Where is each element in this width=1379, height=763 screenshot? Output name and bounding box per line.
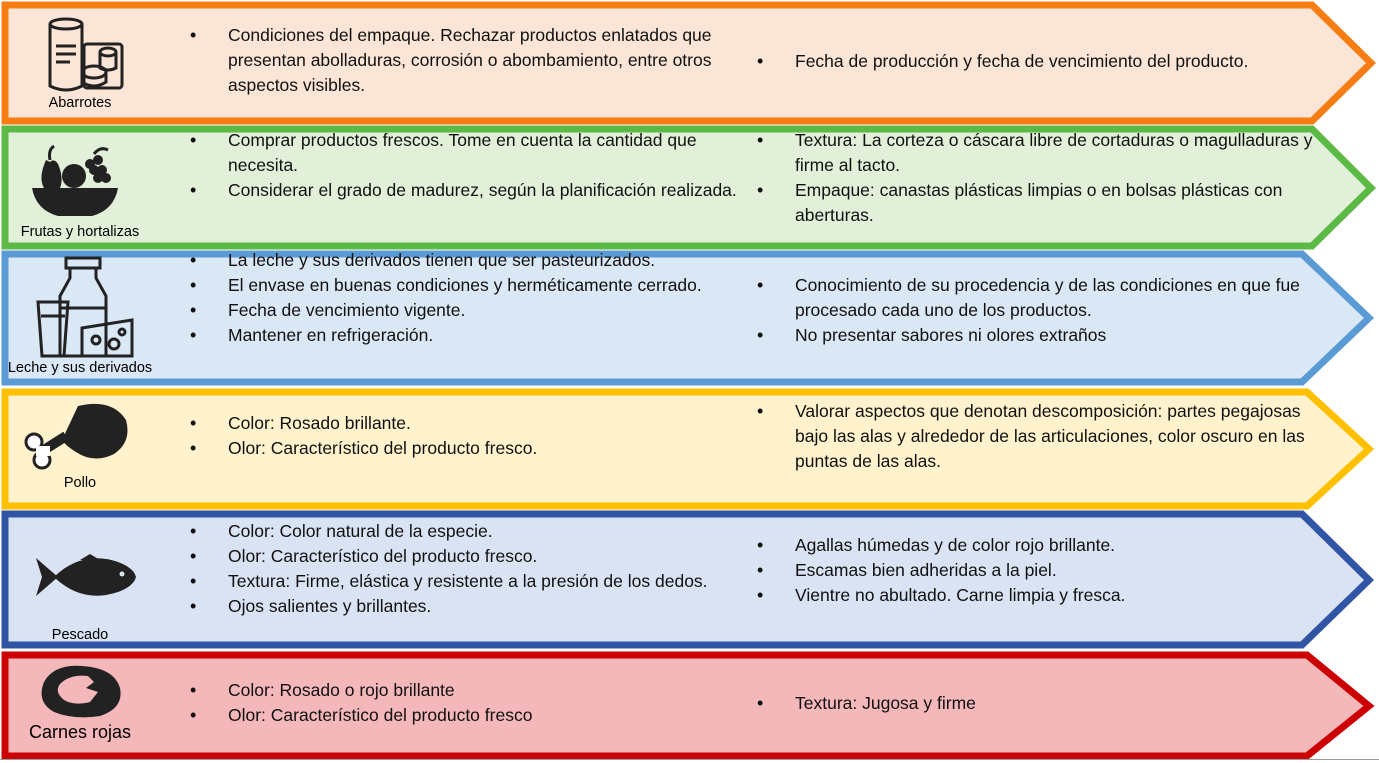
list-item: • Olor: Característico del producto fresco. — [188, 436, 728, 461]
list-item: • Fecha de vencimiento vigente. — [188, 298, 728, 323]
list-item: • Olor: Característico del producto fresco. — [188, 544, 728, 569]
steak-icon — [34, 662, 124, 720]
list-item: • Olor: Característico del producto fresco — [188, 703, 728, 728]
left-list — [188, 519, 728, 619]
list-item: • No presentar sabores ni olores extraños — [755, 323, 1315, 348]
list-item: • Condiciones del empaque. Rechazar productos enlatados que presentan abolladuras, corrosión o abombamiento, entre otros aspectos visibles. — [188, 23, 728, 98]
list-item: • Considerar el grado de madurez, según la planificación realizada. — [188, 178, 748, 203]
list-item: • La leche y sus derivados tienen que ser pasteurizados. — [188, 248, 728, 273]
milk-bottle-icon — [34, 256, 138, 360]
chicken-leg-icon — [22, 402, 130, 472]
fish-icon — [34, 554, 138, 600]
list-item: • Valorar aspectos que denotan descomposición: partes pegajosas bajo las alas y alrededor de las articulaciones, color oscuro en las puntas de las alas. — [755, 399, 1320, 474]
list-item: • Agallas húmedas y de color rojo brillante. — [755, 533, 1315, 558]
right-list — [755, 399, 1320, 474]
category-label: Carnes rojas — [28, 722, 132, 742]
list-item: • Comprar productos frescos. Tome en cuenta la cantidad que necesita. — [188, 128, 748, 178]
list-item: • Textura: Jugosa y firme — [755, 691, 1315, 716]
right-list — [755, 49, 1315, 74]
list-item: • Empaque: canastas plásticas limpias o en bolsas plásticas con aberturas. — [755, 178, 1320, 228]
canned-goods-icon — [46, 16, 126, 94]
category-label: Pescado — [51, 627, 109, 643]
list-item: • El envase en buenas condiciones y herméticamente cerrado. — [188, 273, 728, 298]
list-item: • Textura: La corteza o cáscara libre de cortaduras o magulladuras y firme al tacto. — [755, 128, 1320, 178]
fruit-bowl-icon — [28, 138, 122, 222]
right-list — [755, 273, 1315, 348]
list-item: • Color: Rosado o rojo brillante — [188, 678, 728, 703]
right-list — [755, 691, 1315, 716]
right-list — [755, 128, 1320, 228]
category-label: Leche y sus derivados — [7, 360, 153, 376]
list-item: • Color: Color natural de la especie. — [188, 519, 728, 544]
list-item: • Conocimiento de su procedencia y de las condiciones en que fue procesado cada uno de los productos. — [755, 273, 1315, 323]
category-label: Frutas y hortalizas — [20, 224, 140, 240]
right-list — [755, 533, 1315, 608]
list-item: • Escamas bien adheridas a la piel. — [755, 558, 1315, 583]
left-list — [188, 128, 748, 203]
left-list — [188, 23, 728, 98]
category-label: Abarrotes — [48, 95, 112, 111]
bottom-divider — [0, 759, 1379, 760]
list-item: • Color: Rosado brillante. — [188, 411, 728, 436]
category-label: Pollo — [63, 475, 97, 491]
left-list — [188, 411, 728, 461]
list-item: • Ojos salientes y brillantes. — [188, 594, 728, 619]
list-item: • Mantener en refrigeración. — [188, 323, 728, 348]
left-list — [188, 678, 728, 728]
list-item: • Vientre no abultado. Carne limpia y fresca. — [755, 583, 1315, 608]
left-list — [188, 248, 728, 348]
list-item: • Fecha de producción y fecha de vencimiento del producto. — [755, 49, 1315, 74]
list-item: • Textura: Firme, elástica y resistente a la presión de los dedos. — [188, 569, 728, 594]
